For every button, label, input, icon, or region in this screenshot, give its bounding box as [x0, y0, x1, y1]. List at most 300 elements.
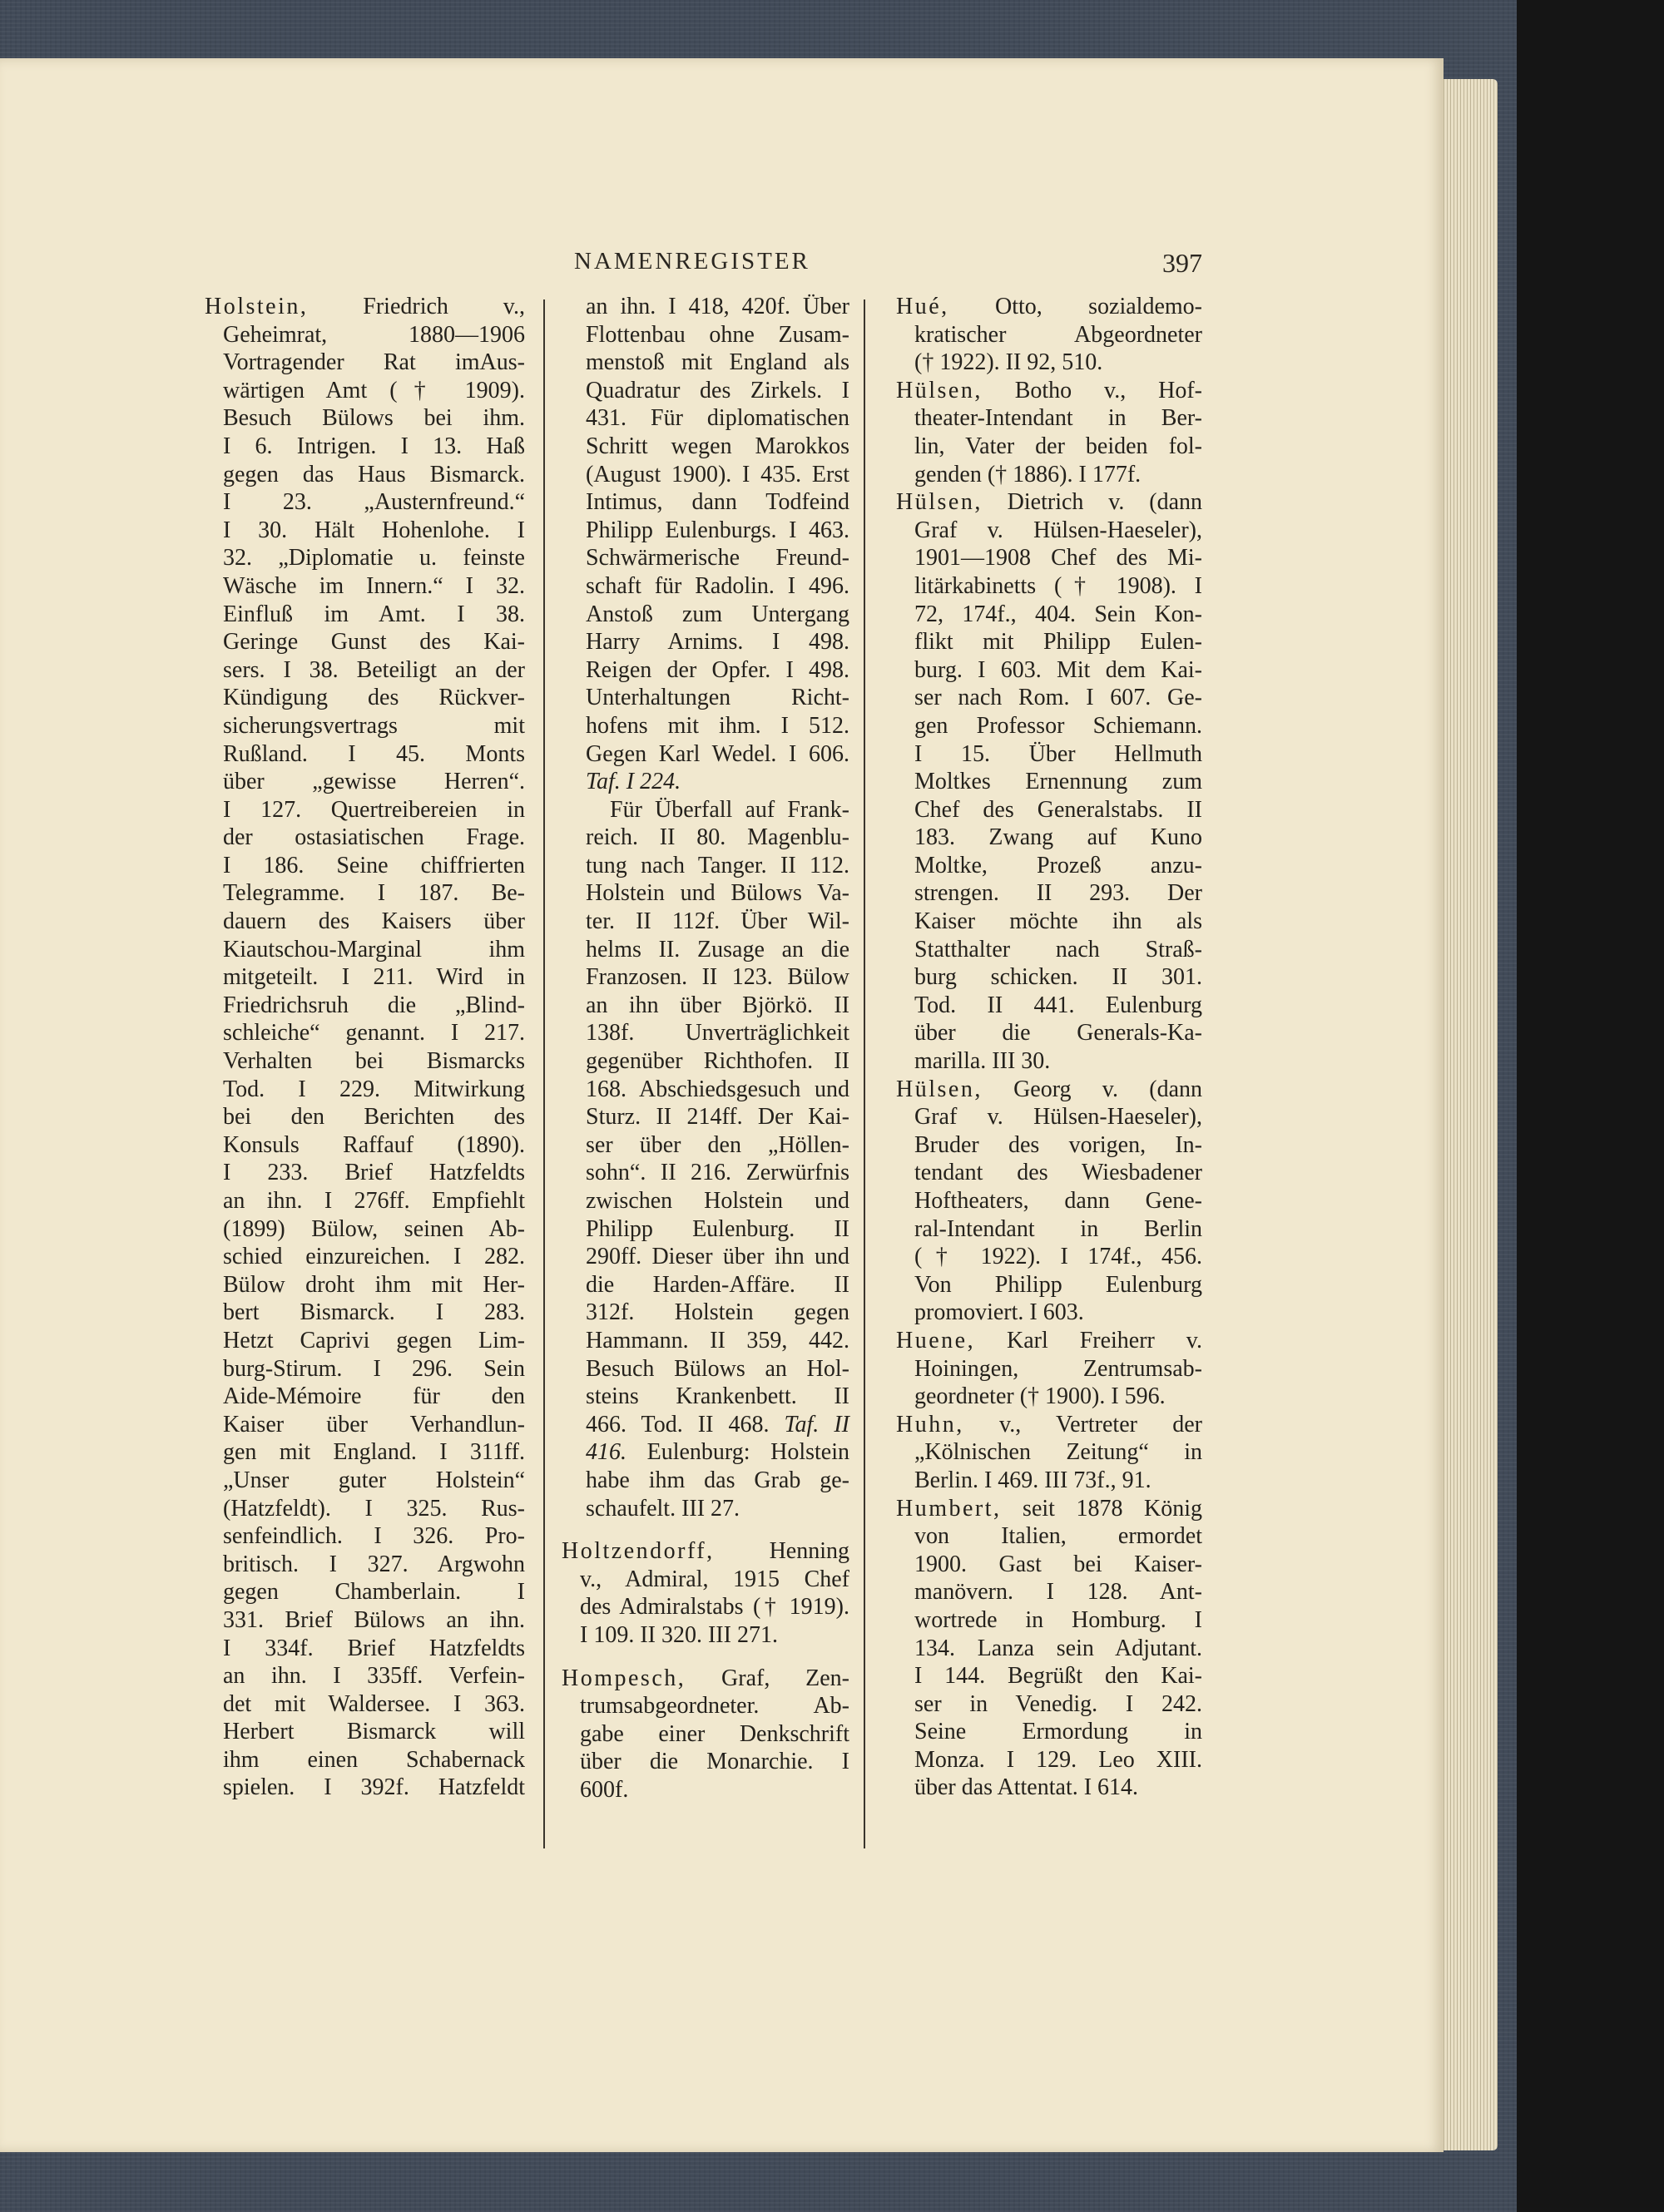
line-text: ser über den „Höllen-	[586, 1131, 849, 1158]
line-text: Konsuls Raffauf (1890).	[223, 1131, 525, 1158]
index-line	[896, 1774, 1202, 1802]
line-text: Philipp Eulenburg. II	[586, 1215, 849, 1242]
line-text: († 1922). I 174f., 456.	[914, 1244, 1202, 1270]
line-text: Aide-Mémoire für den	[223, 1383, 525, 1410]
index-line	[896, 601, 1202, 629]
index-line	[562, 1187, 849, 1215]
index-line	[205, 740, 525, 769]
line-text: sicherungsvertrags mit	[223, 712, 525, 739]
line-text: Gegen Karl Wedel. I 606.	[586, 740, 849, 767]
line-text: Graf, Zen-	[686, 1665, 849, 1691]
index-line	[562, 879, 849, 908]
index-line	[896, 1131, 1202, 1160]
index-line	[896, 936, 1202, 964]
line-text: Seine Ermordung in	[914, 1719, 1202, 1745]
index-line	[562, 1019, 849, 1047]
line-text: über „gewisse Herren“.	[223, 769, 525, 795]
line-text: Vortragender Rat imAus-	[223, 349, 525, 376]
index-line	[205, 1746, 525, 1774]
index-column-2	[562, 293, 849, 1804]
line-text: wortrede in Homburg. I	[914, 1606, 1202, 1633]
index-line	[896, 908, 1202, 936]
line-text: Von Philipp Eulenburg	[914, 1271, 1202, 1298]
line-text: 290ff. Dieser über ihn und	[586, 1244, 849, 1270]
index-line	[562, 824, 849, 852]
line-text: Botho v., Hof-	[982, 377, 1202, 403]
line-text: Berlin. I 469. III 73f., 91.	[914, 1467, 1151, 1493]
index-line	[205, 1103, 525, 1131]
line-text: det mit Waldersee. I 363.	[223, 1690, 525, 1717]
line-text: Henning	[714, 1538, 849, 1565]
index-line	[896, 1047, 1202, 1076]
index-entry	[896, 377, 1202, 488]
index-line	[562, 1076, 849, 1104]
entry-headword: Hué,	[896, 294, 949, 319]
index-line	[896, 1103, 1202, 1131]
line-text: die Harden-Affäre. II	[586, 1271, 849, 1298]
index-line	[205, 1411, 525, 1439]
line-text: zwischen Holstein und	[586, 1188, 849, 1214]
index-line	[562, 1593, 849, 1621]
index-line	[562, 1566, 849, 1594]
line-text: menstoß mit England als	[586, 349, 849, 376]
line-text: Verhalten bei Bismarcks	[223, 1048, 525, 1075]
running-title: NAMENREGISTER	[574, 248, 810, 275]
line-text: I 15. Über Hellmuth	[914, 740, 1202, 767]
index-line	[205, 1215, 525, 1244]
index-line	[205, 1522, 525, 1551]
line-text: ter. II 112f. Über Wil-	[586, 908, 849, 935]
index-line	[896, 740, 1202, 769]
index-line	[562, 349, 849, 377]
index-line	[205, 1187, 525, 1215]
line-text: Harry Arnims. I 498.	[586, 629, 849, 656]
line-text: 1901—1908 Chef des Mi-	[914, 545, 1202, 572]
line-text: Geheimrat, 1880—1906	[223, 321, 525, 348]
index-line	[896, 1438, 1202, 1467]
index-line	[205, 1606, 525, 1635]
index-line	[896, 1271, 1202, 1299]
line-text: Kaiser möchte ihn als	[914, 908, 1202, 935]
line-text: Karl Freiherr v.	[975, 1327, 1202, 1353]
line-text: tendant des Wiesbadener	[914, 1160, 1202, 1186]
index-entry	[562, 796, 849, 1522]
index-line	[205, 1690, 525, 1719]
line-text: des Admiralstabs († 1919).	[580, 1594, 849, 1621]
index-line	[205, 1578, 525, 1606]
index-line	[896, 684, 1202, 712]
index-line	[205, 349, 525, 377]
line-text: ser in Venedig. I 242.	[914, 1690, 1202, 1717]
line-text: Anstoß zum Untergang	[586, 601, 849, 627]
line-text: 72, 174f., 404. Sein Kon-	[914, 601, 1202, 627]
line-text: schied einzureichen. I 282.	[223, 1244, 525, 1270]
line-text: Bülow droht ihm mit Her-	[223, 1271, 525, 1298]
line-text: († 1922). II 92, 510.	[914, 349, 1103, 376]
entry-headword: Huhn,	[896, 1411, 964, 1438]
index-line	[896, 404, 1202, 433]
index-line	[562, 852, 849, 880]
line-text: lin, Vater der beiden fol-	[914, 433, 1202, 459]
index-line	[562, 1748, 849, 1776]
index-line	[205, 1551, 525, 1579]
entry-headword: Holstein,	[205, 294, 309, 319]
line-text: senfeindlich. I 326. Pro-	[223, 1523, 525, 1550]
index-line	[562, 1438, 849, 1467]
line-text: über die Generals-Ka-	[914, 1020, 1202, 1047]
index-line	[896, 712, 1202, 740]
page-number: 397	[1162, 248, 1202, 278]
index-line	[896, 377, 1202, 405]
line-text: Tod. II 441. Eulenburg	[914, 992, 1202, 1018]
line-text: (August 1900). I 435. Erst	[586, 461, 849, 487]
line-text: Dietrich v. (dann	[982, 489, 1202, 516]
index-line	[562, 740, 849, 769]
index-line	[562, 1355, 849, 1383]
index-line	[896, 1522, 1202, 1551]
line-text: Reigen der Opfer. I 498.	[586, 656, 849, 683]
line-text: seit 1878 König	[1001, 1495, 1202, 1522]
index-line	[896, 879, 1202, 908]
index-line	[205, 796, 525, 824]
line-text: Schwärmerische Freund-	[586, 545, 849, 572]
index-line	[562, 517, 849, 545]
index-line	[896, 1383, 1202, 1411]
line-text: Herbert Bismarck will	[223, 1719, 525, 1745]
line-text: (Hatzfeldt). I 325. Rus-	[223, 1495, 525, 1522]
index-line	[562, 461, 849, 489]
line-text: trumsabgeordneter. Ab-	[580, 1693, 849, 1720]
index-line	[205, 908, 525, 936]
line-text: 431. Für diplomatischen	[586, 405, 849, 432]
index-line	[205, 1383, 525, 1411]
line-text: Hoftheaters, dann Gene-	[914, 1188, 1202, 1214]
line-text: Georg v. (dann	[982, 1076, 1202, 1102]
line-text: britisch. I 327. Argwohn	[223, 1551, 525, 1577]
line-text: wärtigen Amt († 1909).	[223, 377, 525, 403]
index-line	[205, 879, 525, 908]
line-text: an ihn. I 418, 420f. Über	[586, 294, 849, 319]
index-line	[562, 1243, 849, 1271]
line-text: gabe einer Denkschrift	[580, 1720, 849, 1747]
line-text: 183. Zwang auf Kuno	[914, 824, 1202, 851]
index-line	[562, 433, 849, 461]
line-text: I 23. „Austernfreund.“	[223, 489, 525, 516]
index-line	[205, 544, 525, 572]
line-text: „Kölnischen Zeitung“ in	[914, 1439, 1202, 1466]
line-text: ser nach Rom. I 607. Ge-	[914, 685, 1202, 711]
line-text: habe ihm das Grab ge-	[586, 1467, 849, 1493]
line-text: Chef des Generalstabs. II	[914, 796, 1202, 823]
line-text: Monza. I 129. Leo XIII.	[914, 1746, 1202, 1773]
line-text: burg schicken. II 301.	[914, 964, 1202, 991]
line-text: über das Attentat. I 614.	[914, 1774, 1139, 1801]
index-line	[896, 1159, 1202, 1187]
line-text: 168. Abschiedsgesuch und	[586, 1076, 849, 1102]
index-entry	[896, 1411, 1202, 1495]
line-text: promoviert. I 603.	[914, 1299, 1084, 1326]
index-line	[205, 1159, 525, 1187]
line-text: Friedrichsruh die „Blind-	[223, 992, 525, 1018]
index-line	[205, 404, 525, 433]
index-line	[562, 1383, 849, 1411]
entry-headword: Hülsen,	[896, 377, 983, 403]
line-text: I 127. Quertreibereien in	[223, 796, 525, 823]
line-text: kratischer Abgeordneter	[914, 321, 1202, 348]
index-line	[205, 1299, 525, 1327]
index-line	[896, 349, 1202, 377]
index-line	[896, 992, 1202, 1020]
line-text: gen Professor Schiemann.	[914, 712, 1202, 739]
index-line	[562, 1621, 849, 1650]
line-text: Holstein und Bülows Va-	[586, 880, 849, 907]
line-text: hofens mit ihm. I 512.	[586, 712, 849, 739]
line-text: manövern. I 128. Ant-	[914, 1579, 1202, 1606]
index-line	[205, 601, 525, 629]
entry-headword: Huene,	[896, 1327, 976, 1353]
line-text: strengen. II 293. Der	[914, 880, 1202, 907]
line-text: Moltke, Prozeß anzu-	[914, 852, 1202, 878]
index-line	[562, 1411, 849, 1439]
line-text: Kaiser über Verhandlun-	[223, 1411, 525, 1438]
index-line	[205, 1467, 525, 1495]
index-line	[205, 1076, 525, 1104]
index-line	[205, 1635, 525, 1663]
index-line	[896, 1187, 1202, 1215]
line-text: Unterhaltungen Richt-	[586, 685, 849, 711]
index-line	[896, 517, 1202, 545]
line-text: ral-Intendant in Berlin	[914, 1215, 1202, 1242]
index-line	[562, 1271, 849, 1299]
line-text: an ihn über Björkö. II	[586, 992, 849, 1018]
line-text: schaft für Radolin. I 496.	[586, 572, 849, 599]
line-text: dauern des Kaisers über	[223, 908, 525, 935]
index-line	[896, 1299, 1202, 1327]
line-text: „Unser guter Holstein“	[223, 1467, 525, 1493]
index-line	[562, 1720, 849, 1749]
index-line	[205, 852, 525, 880]
line-text: über die Monarchie. I	[580, 1749, 849, 1775]
index-line	[896, 628, 1202, 656]
line-text: Statthalter nach Straß-	[914, 936, 1202, 962]
index-line	[205, 1327, 525, 1355]
index-line	[205, 768, 525, 796]
index-line	[896, 656, 1202, 685]
line-text: 1900. Gast bei Kaiser-	[914, 1551, 1202, 1577]
line-text: I 334f. Brief Hatzfeldts	[223, 1635, 525, 1661]
index-line	[562, 1776, 849, 1804]
line-text: von Italien, ermordet	[914, 1523, 1202, 1550]
index-line	[562, 544, 849, 572]
line-text: Wäsche im Innern.“ I 32.	[223, 572, 525, 599]
line-text: Geringe Gunst des Kai-	[223, 629, 525, 656]
index-line	[562, 488, 849, 517]
index-line	[205, 656, 525, 685]
index-line	[896, 1551, 1202, 1579]
line-text: Bruder des vorigen, In-	[914, 1131, 1202, 1158]
line-text: schleiche“ genannt. I 217.	[223, 1020, 525, 1047]
entry-headword: Humbert,	[896, 1495, 1002, 1522]
index-entry	[896, 1327, 1202, 1411]
index-entry	[896, 488, 1202, 1075]
index-line	[205, 712, 525, 740]
index-line	[562, 1692, 849, 1720]
index-line	[205, 1047, 525, 1076]
index-line	[205, 1355, 525, 1383]
index-line	[205, 1774, 525, 1802]
index-line	[205, 1495, 525, 1523]
index-line	[205, 963, 525, 992]
index-line	[562, 796, 849, 824]
line-text: sers. I 38. Beteiligt an der	[223, 656, 525, 683]
plate-reference: 416.	[586, 1439, 626, 1466]
line-text: burg-Stirum. I 296. Sein	[223, 1355, 525, 1382]
line-text: mitgeteilt. I 211. Wird in	[223, 964, 525, 991]
line-text: burg. I 603. Mit dem Kai-	[914, 656, 1202, 683]
index-line	[562, 1103, 849, 1131]
line-text: Otto, sozialdemo-	[948, 294, 1202, 319]
line-text: litärkabinetts († 1908). I	[914, 572, 1202, 599]
line-text: (1899) Bülow, seinen Ab-	[223, 1215, 525, 1242]
index-line	[562, 1131, 849, 1160]
index-line	[896, 1467, 1202, 1495]
line-text: gegen das Haus Bismarck.	[223, 461, 525, 487]
line-text: Quadratur des Zirkels. I	[586, 377, 849, 403]
line-text: Schritt wegen Marokkos	[586, 433, 849, 459]
index-line	[896, 1606, 1202, 1635]
line-text: gegenüber Richthofen. II	[586, 1048, 849, 1075]
index-line	[205, 1271, 525, 1299]
column-divider	[543, 299, 545, 1848]
line-text: ihm einen Schabernack	[223, 1746, 525, 1773]
index-entry	[562, 1665, 849, 1804]
index-line	[562, 908, 849, 936]
index-line	[205, 1438, 525, 1467]
line-text: Rußland. I 45. Monts	[223, 740, 525, 767]
index-line	[896, 852, 1202, 880]
line-text: Friedrich v.,	[308, 294, 525, 319]
line-text: Besuch Bülows bei ihm.	[223, 405, 525, 432]
index-entry	[562, 1537, 849, 1649]
line-text: Franzosen. II 123. Bülow	[586, 964, 849, 991]
index-line	[896, 1690, 1202, 1719]
index-line	[896, 321, 1202, 349]
line-text: Kiautschou-Marginal ihm	[223, 936, 525, 962]
line-text: Telegramme. I 187. Be-	[223, 880, 525, 907]
index-line	[562, 992, 849, 1020]
plate-reference: Taf. II	[784, 1411, 849, 1438]
line-text: 32. „Diplomatie u. feinste	[223, 545, 525, 572]
index-line	[896, 461, 1202, 489]
index-line	[205, 824, 525, 852]
index-line	[562, 768, 849, 796]
line-text: I 144. Begrüßt den Kai-	[914, 1663, 1202, 1690]
index-line	[205, 321, 525, 349]
index-line	[562, 684, 849, 712]
line-text: sohn“. II 216. Zerwürfnis	[586, 1160, 849, 1186]
index-line	[205, 572, 525, 601]
index-line	[562, 1299, 849, 1327]
line-text: an ihn. I 276ff. Empfiehlt	[223, 1188, 525, 1214]
entry-headword: Hülsen,	[896, 489, 983, 516]
line-text: I 30. Hält Hohenlohe. I	[223, 517, 525, 543]
line-text: 312f. Holstein gegen	[586, 1299, 849, 1326]
line-text: schaufelt. III 27.	[586, 1495, 740, 1522]
line-text: I 233. Brief Hatzfeldts	[223, 1160, 525, 1186]
index-line	[562, 628, 849, 656]
index-line	[896, 572, 1202, 601]
line-text: genden († 1886). I 177f.	[914, 461, 1142, 487]
index-line	[896, 1076, 1202, 1104]
line-text: I 109. II 320. III 271.	[580, 1621, 778, 1648]
index-line	[562, 404, 849, 433]
index-column-3	[896, 293, 1202, 1802]
line-text: Sturz. II 214ff. Der Kai-	[586, 1104, 849, 1131]
index-line	[205, 936, 525, 964]
line-text: I 186. Seine chiffrierten	[223, 852, 525, 878]
line-text: Intimus, dann Todfeind	[586, 489, 849, 516]
index-line	[205, 628, 525, 656]
line-text: Graf v. Hülsen-Haeseler),	[914, 1104, 1202, 1131]
line-text: reich. II 80. Magenblu-	[586, 824, 849, 851]
entry-headword: Hülsen,	[896, 1076, 983, 1102]
index-line	[896, 1718, 1202, 1746]
index-line	[896, 1495, 1202, 1523]
index-line	[896, 824, 1202, 852]
index-line	[562, 963, 849, 992]
index-line	[205, 433, 525, 461]
line-text: bei den Berichten des	[223, 1104, 525, 1131]
line-text: Eulenburg: Holstein	[626, 1439, 849, 1466]
line-text: Besuch Bülows an Hol-	[586, 1355, 849, 1382]
line-text: Kündigung des Rückver-	[223, 685, 525, 711]
line-text: Flottenbau ohne Zusam-	[586, 321, 849, 348]
line-text: helms II. Zusage an die	[586, 936, 849, 962]
line-text: Einfluß im Amt. I 38.	[223, 601, 525, 627]
entry-headword: Hompesch,	[562, 1665, 686, 1691]
index-line	[205, 1243, 525, 1271]
line-text: I 6. Intrigen. I 13. Haß	[223, 433, 525, 459]
index-line	[205, 1019, 525, 1047]
index-line	[562, 572, 849, 601]
line-text: 331. Brief Bülows an ihn.	[223, 1606, 525, 1633]
line-text: an ihn. I 335ff. Verfein-	[223, 1663, 525, 1690]
index-line	[896, 1215, 1202, 1244]
line-text: 134. Lanza sein Adjutant.	[914, 1635, 1202, 1661]
index-line	[562, 712, 849, 740]
index-line	[896, 544, 1202, 572]
index-line	[562, 656, 849, 685]
index-line	[896, 1019, 1202, 1047]
index-entry	[562, 293, 849, 796]
index-entry	[896, 1076, 1202, 1327]
column-divider	[864, 299, 865, 1848]
index-line	[205, 488, 525, 517]
line-text: v., Admiral, 1915 Chef	[580, 1566, 849, 1592]
index-line	[896, 1746, 1202, 1774]
line-text: marilla. III 30.	[914, 1048, 1051, 1075]
index-line	[562, 1495, 849, 1523]
line-text: 138f. Unverträglichkeit	[586, 1020, 849, 1047]
index-line	[562, 1159, 849, 1187]
index-line	[562, 1047, 849, 1076]
index-line	[562, 1665, 849, 1693]
index-line	[896, 1411, 1202, 1439]
index-entry	[205, 293, 525, 1802]
index-column-1	[205, 293, 525, 1802]
index-line	[896, 488, 1202, 517]
line-text: theater-Intendant in Ber-	[914, 405, 1202, 432]
